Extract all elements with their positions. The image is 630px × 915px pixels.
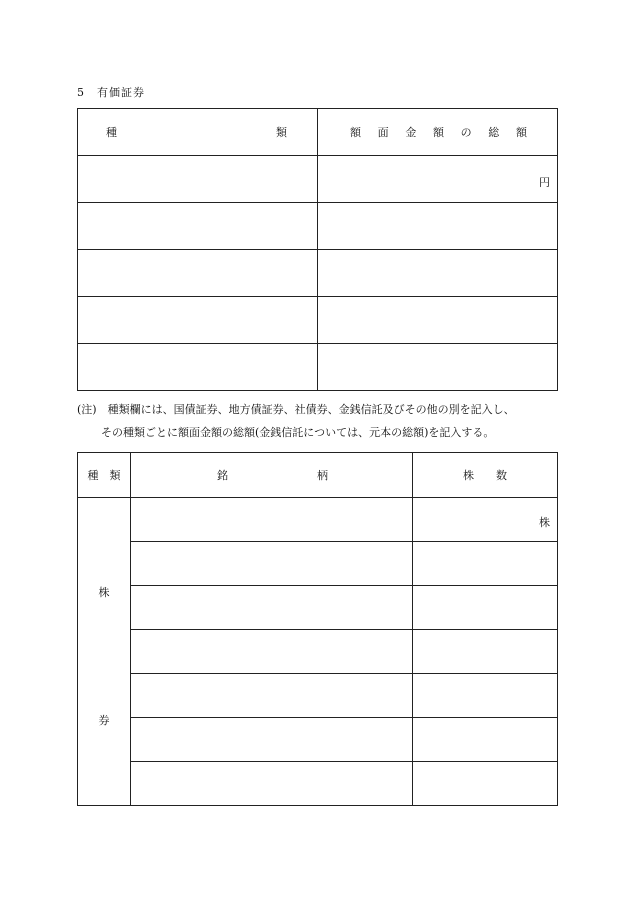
brand-cell[interactable]: [131, 762, 413, 806]
kind-header-left: 種: [106, 126, 117, 139]
shares-cell[interactable]: [413, 762, 558, 806]
table-row: [78, 250, 558, 297]
table-row: [78, 297, 558, 344]
securities-table: [77, 108, 558, 391]
kind-header-right: 類: [276, 126, 287, 139]
brand-cell[interactable]: [131, 586, 413, 630]
section-title-text: 有価証券: [97, 86, 145, 99]
brand-cell[interactable]: [131, 542, 413, 586]
stocks-table: [77, 452, 558, 806]
note-line-1: (注) 種類欄には、国債証券、地方債証券、社債券、金銭信託及びその他の別を記入し、: [77, 403, 515, 416]
shares-cell[interactable]: [413, 718, 558, 762]
brand-cell[interactable]: [131, 718, 413, 762]
amount-header: [318, 109, 558, 156]
brand-header-right: 柄: [317, 469, 328, 482]
table-row: [78, 718, 558, 762]
stock-kind-char-2: 券: [98, 714, 110, 727]
brand-cell[interactable]: [131, 674, 413, 718]
yen-unit: 円: [539, 176, 550, 189]
kind-cell[interactable]: [78, 250, 318, 297]
table-row: [78, 498, 558, 542]
table-row: [78, 203, 558, 250]
shares-header: 株 数: [413, 453, 558, 498]
shares-cell[interactable]: [413, 630, 558, 674]
kind-cell[interactable]: [78, 156, 318, 203]
shares-unit: 株: [539, 516, 550, 529]
section-number: 5: [77, 86, 85, 99]
amount-header-char: 金: [405, 126, 417, 139]
brand-header-left: 銘: [217, 469, 228, 482]
table-row: [78, 762, 558, 806]
stock-kind-header: 種 類: [78, 453, 131, 498]
amount-header-char: 面: [377, 126, 389, 139]
securities-header-row: [78, 109, 558, 156]
shares-cell[interactable]: [413, 586, 558, 630]
brand-cell[interactable]: [131, 498, 413, 542]
kind-cell[interactable]: [78, 297, 318, 344]
table-row: [78, 542, 558, 586]
table-row: [78, 586, 558, 630]
section-title: [77, 84, 145, 100]
kind-header: [78, 109, 318, 156]
amount-header-char: 額: [515, 126, 527, 139]
amount-header-char: 額: [432, 126, 444, 139]
kind-cell[interactable]: [78, 203, 318, 250]
amount-header-char: 額: [350, 126, 361, 139]
table-row: [78, 630, 558, 674]
table-row: [78, 674, 558, 718]
stocks-header-row: [78, 453, 558, 498]
amount-cell[interactable]: [318, 344, 558, 391]
amount-header-char: 総: [488, 126, 500, 139]
stock-kind-cell: [78, 498, 131, 806]
amount-cell[interactable]: [318, 156, 558, 203]
stock-kind-char-1: 株: [98, 586, 110, 599]
amount-header-char: の: [460, 126, 472, 139]
note-line-2: その種類ごとに額面金額の総額(金銭信託については、元本の総額)を記入する。: [101, 426, 495, 439]
amount-cell[interactable]: [318, 250, 558, 297]
shares-cell[interactable]: [413, 674, 558, 718]
amount-cell[interactable]: [318, 203, 558, 250]
shares-cell[interactable]: [413, 542, 558, 586]
brand-header: [131, 453, 413, 498]
shares-cell[interactable]: [413, 498, 558, 542]
brand-cell[interactable]: [131, 630, 413, 674]
table-row: [78, 156, 558, 203]
amount-cell[interactable]: [318, 297, 558, 344]
table-row: [78, 344, 558, 391]
kind-cell[interactable]: [78, 344, 318, 391]
